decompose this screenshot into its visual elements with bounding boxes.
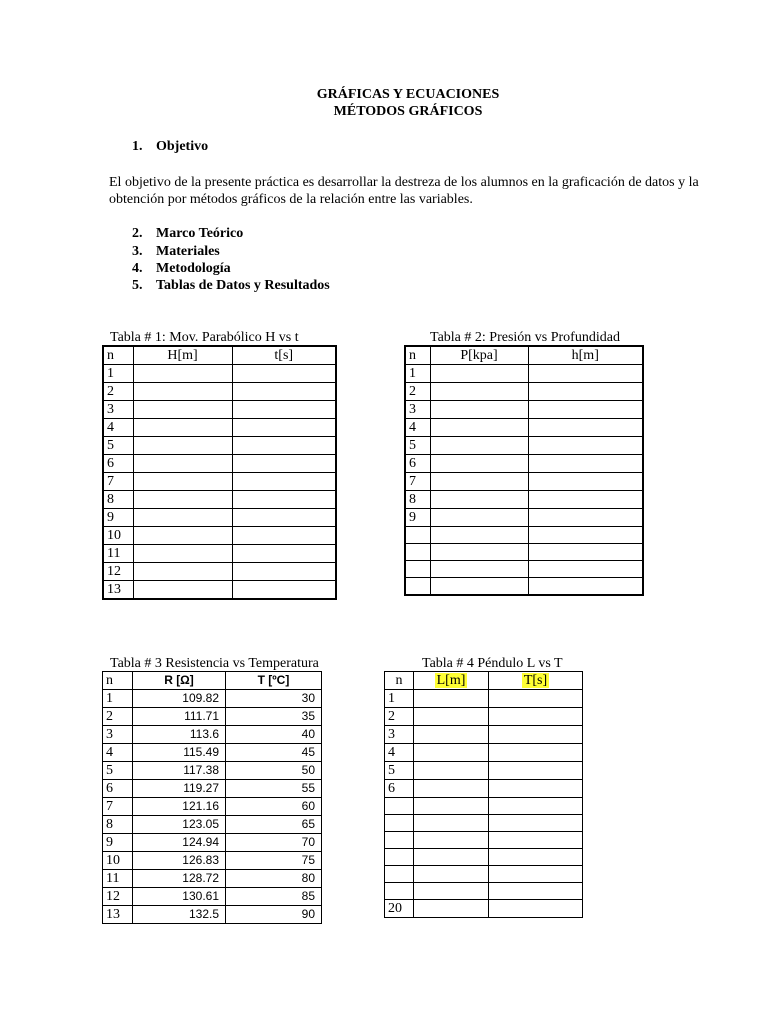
table-row [103, 527, 336, 545]
table-row [103, 744, 322, 762]
row-number-cell: 13 [103, 581, 133, 600]
data-entry-cell[interactable] [414, 849, 489, 866]
table3 [102, 671, 322, 924]
data-entry-cell[interactable] [489, 726, 583, 744]
data-entry-cell[interactable] [489, 849, 583, 866]
row-number-cell [405, 578, 430, 595]
table-row [103, 401, 336, 419]
resistance-cell: 117.38 [133, 762, 226, 780]
column-header-n: n [385, 672, 414, 690]
data-entry-cell[interactable] [133, 527, 232, 545]
table-row [385, 690, 583, 708]
data-entry-cell[interactable] [414, 900, 489, 918]
data-entry-cell[interactable] [430, 383, 528, 401]
table-row [103, 798, 322, 816]
document-subtitle: MÉTODOS GRÁFICOS [333, 104, 483, 119]
data-entry-cell[interactable] [232, 473, 336, 491]
data-entry-cell[interactable] [528, 365, 643, 383]
data-entry-cell[interactable] [528, 527, 643, 544]
table-row [385, 849, 583, 866]
row-number-cell [385, 832, 414, 849]
resistance-cell: 128.72 [133, 870, 226, 888]
table-row [103, 581, 336, 600]
data-entry-cell[interactable] [133, 437, 232, 455]
table-row [385, 708, 583, 726]
data-entry-cell[interactable] [232, 581, 336, 600]
data-entry-cell[interactable] [232, 509, 336, 527]
row-number-cell: 6 [405, 455, 430, 473]
highlighted-header-text: L[m] [436, 673, 466, 688]
data-entry-cell[interactable] [489, 900, 583, 918]
table2 [404, 345, 644, 596]
section-label: Materiales [156, 244, 220, 259]
table-row [405, 473, 643, 491]
data-entry-cell[interactable] [528, 491, 643, 509]
table-row [103, 563, 336, 581]
table-row [405, 561, 643, 578]
table-row [405, 491, 643, 509]
section-number: 2. [132, 226, 143, 241]
data-entry-cell[interactable] [133, 383, 232, 401]
row-number-cell: 6 [385, 780, 414, 798]
table-row [103, 473, 336, 491]
data-entry-cell[interactable] [430, 365, 528, 383]
row-number-cell: 1 [103, 690, 133, 708]
table4 [384, 671, 583, 918]
table-row [405, 527, 643, 544]
section-heading-marco-teorico [132, 226, 243, 242]
data-entry-cell[interactable] [528, 383, 643, 401]
row-number-cell: 13 [103, 906, 133, 924]
table-row [385, 900, 583, 918]
data-entry-cell[interactable] [489, 883, 583, 900]
highlighted-header-text: T[s] [523, 673, 548, 688]
row-number-cell [385, 883, 414, 900]
section-heading-metodologia [132, 261, 231, 277]
row-number-cell: 9 [103, 509, 133, 527]
temperature-cell: 30 [226, 690, 322, 708]
data-entry-cell[interactable] [489, 708, 583, 726]
data-entry-cell[interactable] [133, 473, 232, 491]
row-number-cell: 12 [103, 563, 133, 581]
table3-caption: Tabla # 3 Resistencia vs Temperatura [110, 656, 319, 671]
column-header-l [414, 672, 489, 690]
data-entry-cell[interactable] [430, 455, 528, 473]
data-entry-cell[interactable] [133, 563, 232, 581]
row-number-cell: 6 [103, 780, 133, 798]
data-entry-cell[interactable] [430, 578, 528, 595]
data-entry-cell[interactable] [430, 509, 528, 527]
document-title: GRÁFICAS Y ECUACIONES [316, 87, 500, 102]
data-entry-cell[interactable] [430, 544, 528, 561]
table-row [405, 544, 643, 561]
section-number: 5. [132, 278, 143, 293]
data-entry-cell[interactable] [414, 866, 489, 883]
data-entry-cell[interactable] [414, 883, 489, 900]
table-row [385, 883, 583, 900]
temperature-cell: 60 [226, 798, 322, 816]
row-number-cell [405, 561, 430, 578]
temperature-cell: 80 [226, 870, 322, 888]
column-header-n: n [103, 346, 133, 365]
data-entry-cell[interactable] [414, 780, 489, 798]
row-number-cell: 3 [405, 401, 430, 419]
resistance-cell: 123.05 [133, 816, 226, 834]
table-row [103, 834, 322, 852]
data-entry-cell[interactable] [528, 419, 643, 437]
column-header-n: n [405, 346, 430, 365]
row-number-cell: 5 [405, 437, 430, 455]
data-entry-cell[interactable] [232, 455, 336, 473]
resistance-cell: 130.61 [133, 888, 226, 906]
row-number-cell: 12 [103, 888, 133, 906]
section-label: Marco Teórico [156, 226, 244, 241]
table4-caption: Tabla # 4 Péndulo L vs T [422, 656, 563, 671]
row-number-cell: 10 [103, 852, 133, 870]
table-row [103, 762, 322, 780]
data-entry-cell[interactable] [414, 726, 489, 744]
table-row [405, 455, 643, 473]
row-number-cell: 8 [405, 491, 430, 509]
row-number-cell: 5 [385, 762, 414, 780]
data-entry-cell[interactable] [528, 544, 643, 561]
row-number-cell: 11 [103, 545, 133, 563]
resistance-cell: 124.94 [133, 834, 226, 852]
data-entry-cell[interactable] [489, 815, 583, 832]
row-number-cell: 2 [103, 708, 133, 726]
column-header-h: H[m] [133, 346, 232, 365]
row-number-cell [385, 798, 414, 815]
table-row [405, 365, 643, 383]
row-number-cell: 3 [103, 401, 133, 419]
column-header-t: t[s] [232, 346, 336, 365]
row-number-cell [385, 866, 414, 883]
data-entry-cell[interactable] [528, 455, 643, 473]
data-entry-cell[interactable] [133, 455, 232, 473]
row-number-cell: 2 [103, 383, 133, 401]
row-number-cell: 9 [103, 834, 133, 852]
resistance-cell: 109.82 [133, 690, 226, 708]
row-number-cell: 3 [385, 726, 414, 744]
row-number-cell: 7 [103, 473, 133, 491]
section-heading-objetivo [132, 139, 208, 155]
resistance-cell: 111.71 [133, 708, 226, 726]
table1-caption: Tabla # 1: Mov. Parabólico H vs t [110, 330, 299, 345]
table-row [405, 419, 643, 437]
column-header-t: T [ºC] [226, 672, 322, 690]
row-number-cell: 4 [103, 744, 133, 762]
data-entry-cell[interactable] [133, 581, 232, 600]
section-heading-tablas [132, 278, 330, 294]
table-row [385, 798, 583, 815]
row-number-cell: 2 [385, 708, 414, 726]
data-entry-cell[interactable] [430, 401, 528, 419]
resistance-cell: 115.49 [133, 744, 226, 762]
temperature-cell: 40 [226, 726, 322, 744]
data-entry-cell[interactable] [232, 419, 336, 437]
data-entry-cell[interactable] [414, 744, 489, 762]
table-row [385, 762, 583, 780]
table-row [385, 726, 583, 744]
table-row [385, 815, 583, 832]
data-entry-cell[interactable] [430, 419, 528, 437]
data-entry-cell[interactable] [133, 509, 232, 527]
row-number-cell: 4 [103, 419, 133, 437]
temperature-cell: 55 [226, 780, 322, 798]
table-row [385, 866, 583, 883]
data-entry-cell[interactable] [489, 762, 583, 780]
row-number-cell: 3 [103, 726, 133, 744]
table-row [103, 383, 336, 401]
section-heading-materiales [132, 244, 220, 260]
table1 [102, 345, 337, 600]
table-row [103, 816, 322, 834]
table2-caption: Tabla # 2: Presión vs Profundidad [430, 330, 620, 345]
row-number-cell: 6 [103, 455, 133, 473]
data-entry-cell[interactable] [430, 437, 528, 455]
table-row [405, 401, 643, 419]
table-row [103, 545, 336, 563]
row-number-cell: 7 [103, 798, 133, 816]
data-entry-cell[interactable] [528, 578, 643, 595]
table-row [103, 726, 322, 744]
table-row [103, 888, 322, 906]
resistance-cell: 121.16 [133, 798, 226, 816]
data-entry-cell[interactable] [133, 491, 232, 509]
row-number-cell: 1 [385, 690, 414, 708]
data-entry-cell[interactable] [232, 437, 336, 455]
data-entry-cell[interactable] [133, 401, 232, 419]
data-entry-cell[interactable] [528, 401, 643, 419]
row-number-cell: 2 [405, 383, 430, 401]
data-entry-cell[interactable] [414, 832, 489, 849]
row-number-cell: 9 [405, 509, 430, 527]
table-row [405, 509, 643, 527]
row-number-cell: 8 [103, 491, 133, 509]
table-row [103, 708, 322, 726]
data-entry-cell[interactable] [232, 491, 336, 509]
section-label: Tablas de Datos y Resultados [156, 278, 330, 293]
temperature-cell: 90 [226, 906, 322, 924]
data-entry-cell[interactable] [414, 815, 489, 832]
column-header-t [489, 672, 583, 690]
section-number: 1. [132, 139, 143, 154]
table-row [103, 365, 336, 383]
temperature-cell: 75 [226, 852, 322, 870]
table-row [103, 852, 322, 870]
row-number-cell [405, 544, 430, 561]
table-row [103, 780, 322, 798]
data-entry-cell[interactable] [430, 473, 528, 491]
row-number-cell [385, 815, 414, 832]
data-entry-cell[interactable] [133, 545, 232, 563]
table-row [385, 832, 583, 849]
table-row [385, 744, 583, 762]
row-number-cell: 1 [103, 365, 133, 383]
data-entry-cell[interactable] [232, 401, 336, 419]
table-row [405, 578, 643, 595]
objective-paragraph: El objetivo de la presente práctica es desarrollar la destreza de los alumnos en la graficación de datos y la obtención por métodos gráficos de la relación entre las variables. [109, 175, 699, 207]
table-row [103, 491, 336, 509]
data-entry-cell[interactable] [430, 491, 528, 509]
data-entry-cell[interactable] [489, 866, 583, 883]
section-label: Metodología [156, 261, 231, 276]
table-row [103, 455, 336, 473]
data-entry-cell[interactable] [232, 383, 336, 401]
temperature-cell: 35 [226, 708, 322, 726]
data-entry-cell[interactable] [414, 690, 489, 708]
data-entry-cell[interactable] [232, 545, 336, 563]
data-entry-cell[interactable] [528, 437, 643, 455]
row-number-cell: 10 [103, 527, 133, 545]
data-entry-cell[interactable] [133, 365, 232, 383]
temperature-cell: 70 [226, 834, 322, 852]
resistance-cell: 113.6 [133, 726, 226, 744]
column-header-n: n [103, 672, 133, 690]
table-row [405, 383, 643, 401]
temperature-cell: 85 [226, 888, 322, 906]
temperature-cell: 45 [226, 744, 322, 762]
data-entry-cell[interactable] [430, 527, 528, 544]
row-number-cell: 4 [405, 419, 430, 437]
data-entry-cell[interactable] [528, 561, 643, 578]
data-entry-cell[interactable] [232, 563, 336, 581]
row-number-cell: 5 [103, 762, 133, 780]
data-entry-cell[interactable] [414, 798, 489, 815]
data-entry-cell[interactable] [489, 832, 583, 849]
column-header-p: P[kpa] [430, 346, 528, 365]
row-number-cell: 11 [103, 870, 133, 888]
table-row [103, 509, 336, 527]
row-number-cell: 8 [103, 816, 133, 834]
row-number-cell: 4 [385, 744, 414, 762]
temperature-cell: 65 [226, 816, 322, 834]
table-header-row [385, 672, 583, 690]
resistance-cell: 126.83 [133, 852, 226, 870]
column-header-r: R [Ω] [133, 672, 226, 690]
data-entry-cell[interactable] [489, 798, 583, 815]
table-row [405, 437, 643, 455]
row-number-cell: 1 [405, 365, 430, 383]
data-entry-cell[interactable] [489, 744, 583, 762]
data-entry-cell[interactable] [232, 365, 336, 383]
data-entry-cell[interactable] [414, 762, 489, 780]
section-number: 4. [132, 261, 143, 276]
resistance-cell: 132.5 [133, 906, 226, 924]
data-entry-cell[interactable] [430, 561, 528, 578]
table-row [385, 780, 583, 798]
table-header-row [103, 346, 336, 365]
row-number-cell: 5 [103, 437, 133, 455]
table-row [103, 870, 322, 888]
temperature-cell: 50 [226, 762, 322, 780]
column-header-h: h[m] [528, 346, 643, 365]
data-entry-cell[interactable] [232, 527, 336, 545]
data-entry-cell[interactable] [414, 708, 489, 726]
data-entry-cell[interactable] [489, 780, 583, 798]
data-entry-cell[interactable] [528, 473, 643, 491]
section-label: Objetivo [156, 139, 209, 154]
table-row [103, 419, 336, 437]
data-entry-cell[interactable] [489, 690, 583, 708]
resistance-cell: 119.27 [133, 780, 226, 798]
row-number-cell [385, 849, 414, 866]
section-number: 3. [132, 244, 143, 259]
table-row [103, 437, 336, 455]
table-row [103, 906, 322, 924]
data-entry-cell[interactable] [528, 509, 643, 527]
data-entry-cell[interactable] [133, 419, 232, 437]
row-number-cell [405, 527, 430, 544]
table-header-row [405, 346, 643, 365]
table-header-row [103, 672, 322, 690]
row-number-cell: 7 [405, 473, 430, 491]
row-number-cell: 20 [385, 900, 414, 918]
table-row [103, 690, 322, 708]
